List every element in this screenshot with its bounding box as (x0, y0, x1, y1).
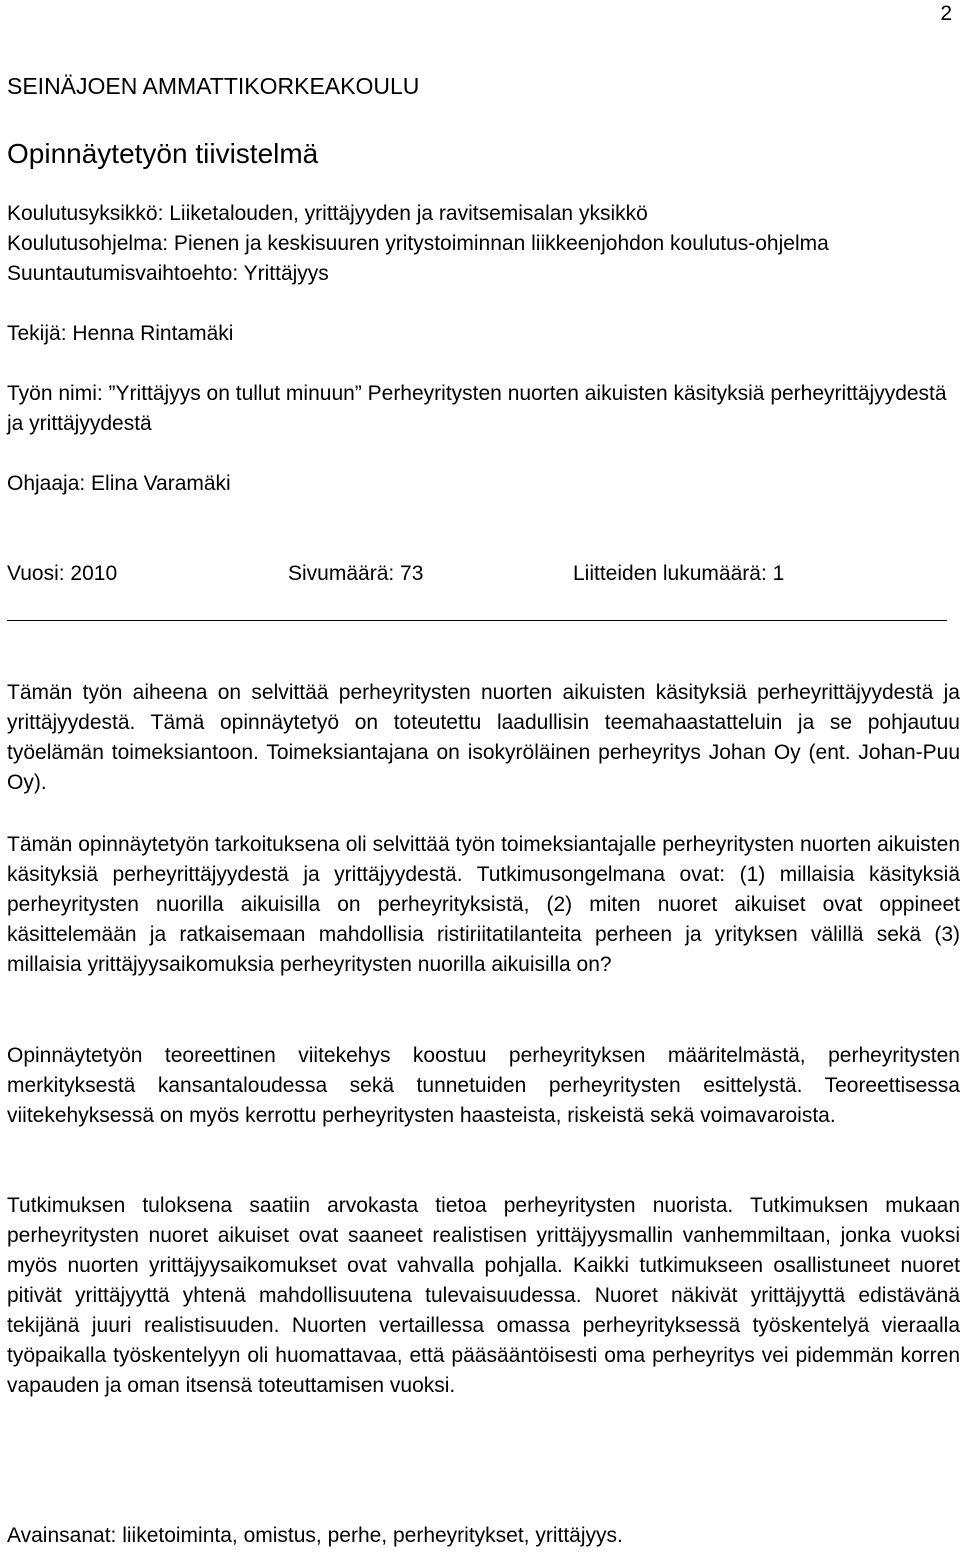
abstract-paragraph-2: Tämän opinnäytetyön tarkoituksena oli selvittää työn toimeksiantajalle perheyritysten nuorten aikuisten käsityksiä perheyrittäjyydestä ja yrittäjyydestä. Tutkimusongelmana ovat: (1) millaisia käsityksiä perheyritysten nuorilla aikuisilla on perheyrityksistä, (2) miten nuoret aikuiset ovat oppineet käsittelemään ja ratkaisemaan mahdollisia ristiriitatilanteita perheen ja yrityksen välillä sekä (3) millaisia yrittäjyysaikomuksia perheyritysten nuorilla aikuisilla on? (7, 833, 960, 976)
pages-field: Sivumäärä: 73 (288, 562, 424, 585)
page-number: 2 (940, 2, 952, 25)
divider-line (7, 620, 947, 621)
abstract-paragraph-1: Tämän työn aiheena on selvittää perheyritysten nuorten aikuisten käsityksiä perheyrittäjyydestä ja yrittäjyydestä. Tämä opinnäytetyö on toteutettu laadullisin teemahaastatteluin ja se pohjautuu työelämän toimeksiantoon. Toimeksiantajana on isokyröläinen perheyritys Johan Oy (ent. Johan-Puu Oy). (7, 681, 960, 794)
school-name: SEINÄJOEN AMMATTIKORKEAKOULU (7, 73, 420, 99)
author-line: Tekijä: Henna Rintamäki (7, 322, 234, 345)
abstract-paragraph-4: Tutkimuksen tuloksena saatiin arvokasta tietoa perheyritysten nuorista. Tutkimuksen mukaan perheyritysten nuoret aikuiset ovat saaneet realistisen yrittäjyysmallin vanhemmiltaan, jonka vuoksi myös nuorten yrittäjyysaikomukset ovat vahvalla pohjalla. Kaikki tutkimukseen osallistuneet nuoret pitivät yrittäjyyttä yhtenä mahdollisuutena tulevaisuudessa. Nuoret näkivät yrittäjyyttä edistävänä tekijänä juuri realistisuuden. Nuorten vertaillessa omassa perheyrityksessä työskentelyä vieraalla työpaikalla työskentelyyn oli huomattavaa, että pääsääntöisesti oma perheyritys vei pidemmän korren vapauden ja oman itsensä toteuttamisen vuoksi. (7, 1194, 960, 1397)
appendices-field: Liitteiden lukumäärä: 1 (573, 562, 785, 585)
specialisation-line: Suuntautumisvaihtoehto: Yrittäjyys (7, 262, 329, 285)
document-title: Opinnäytetyön tiivistelmä (7, 138, 319, 169)
info-block (7, 199, 960, 499)
unit-line: Koulutusyksikkö: Liiketalouden, yrittäjyyden ja ravitsemisalan yksikkö (7, 202, 648, 225)
keywords-line: Avainsanat: liiketoiminta, omistus, perhe, perheyritykset, yrittäjyys. (7, 1524, 623, 1547)
programme-line: Koulutusohjelma: Pienen ja keskisuuren yritystoiminnan liikkeenjohdon koulutus-ohjelma (7, 232, 829, 255)
document-page (7, 0, 960, 1553)
abstract-paragraph-3: Opinnäytetyön teoreettinen viitekehys koostuu perheyrityksen määritelmästä, perheyritysten merkityksestä kansantaloudessa sekä tunnetuiden perheyritysten esittelystä. Teoreettisessa viitekehyksessä on myös kerrottu perheyritysten haasteista, riskeistä sekä voimavaroista. (7, 1044, 960, 1127)
work-title-line: Työn nimi: ”Yrittäjyys on tullut minuun” Perheyritysten nuorten aikuisten käsityksiä perheyrittäjyydestä ja yrittäjyydestä (7, 382, 947, 435)
supervisor-line: Ohjaaja: Elina Varamäki (7, 472, 231, 495)
year-field: Vuosi: 2010 (7, 562, 118, 585)
